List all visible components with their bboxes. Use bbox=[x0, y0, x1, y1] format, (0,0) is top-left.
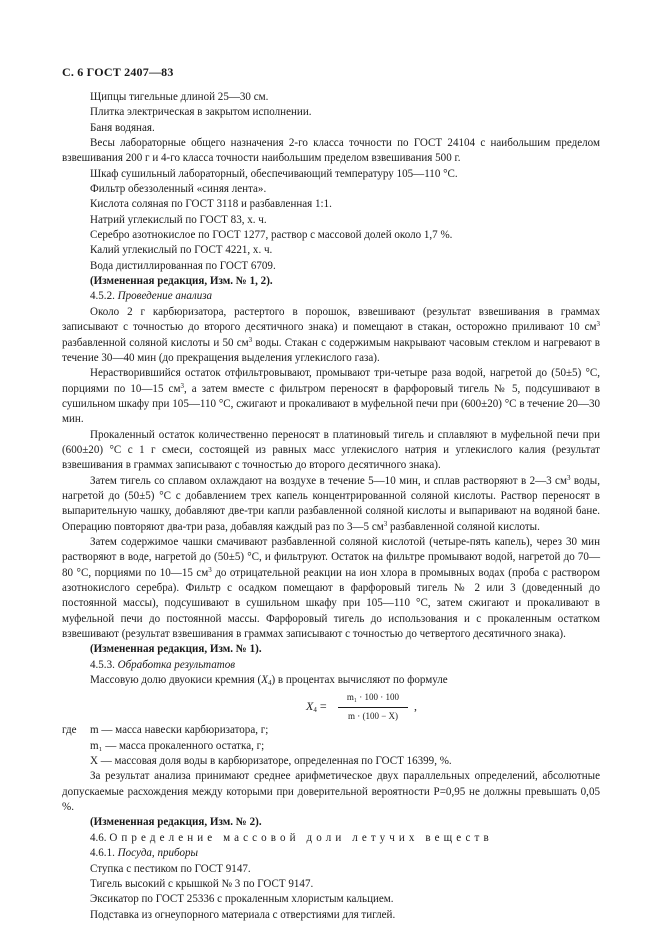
section-title: Определение массовой доли летучих веществ bbox=[109, 831, 493, 844]
superscript: 3 bbox=[383, 519, 388, 528]
superscript: 3 bbox=[596, 320, 600, 329]
equipment-filter: Фильтр обеззоленный «синяя лента». bbox=[90, 183, 267, 196]
formula-numerator: m₁ · 100 · 100 bbox=[338, 690, 408, 707]
definition-m1: m₁ — масса прокаленного остатка, г; bbox=[90, 739, 265, 752]
equipment-scales: Весы лабораторные общего назначения 2-го класса точности по ГОСТ 24104 с наибольшим пределом взвешивания 200 г и 4-го класса точности наибольшим пределом взвешивания 500 г. bbox=[62, 137, 600, 165]
variable: X bbox=[261, 674, 268, 687]
section-number: 4.5.3. bbox=[90, 658, 115, 671]
edition-note-3: (Измененная редакция, Изм. № 2). bbox=[90, 816, 262, 829]
formula-fraction bbox=[338, 690, 408, 724]
paragraph-452-2 bbox=[62, 366, 600, 427]
text-run: Массовую долю двуокиси кремния ( bbox=[90, 674, 262, 687]
subscript: 4 bbox=[267, 679, 272, 688]
section-number: 4.6.1. bbox=[90, 847, 115, 860]
reagent-potassium-carbonate: Калий углекислый по ГОСТ 4221, х. ч. bbox=[90, 244, 273, 257]
text-run: воды, нагретой до (50±5) °С с добавлением трех капель концентрированной соляной кислоты. Раствор переносят в выпарительную чашку, добавляют две-три капли разбавленной соляной кислоты и выпаривают на водяной бане. Операцию повторяют два-три раза, добавляя каждый раз по 3—5 см bbox=[62, 474, 600, 533]
formula-subscript: 4 bbox=[313, 706, 317, 715]
text-run: воды. Стакан с содержимым накрывают часовым стеклом и нагревают в течение 30—40 мин (до прекращения выделения углекислого газа). bbox=[62, 336, 600, 364]
section-title: Обработка результатов bbox=[117, 658, 236, 671]
formula-lhs bbox=[306, 699, 327, 714]
text-run: разбавленной соляной кислоты и 50 см bbox=[62, 336, 249, 349]
edition-note-2: (Измененная редакция, Изм. № 1). bbox=[90, 643, 262, 656]
section-461-heading bbox=[62, 846, 600, 861]
formula-denominator: m · (100 − X) bbox=[347, 710, 399, 721]
formula-intro bbox=[62, 673, 600, 688]
section-453-heading bbox=[62, 658, 600, 673]
text-run: ) в процентах вычисляют по формуле bbox=[271, 674, 448, 687]
apparatus-desiccator: Эксикатор по ГОСТ 25336 с прокаленным хлористым кальцием. bbox=[90, 893, 394, 906]
edition-note-1: (Измененная редакция, Изм. № 1, 2). bbox=[90, 275, 273, 288]
equipment-stove: Плитка электрическая в закрытом исполнении. bbox=[90, 106, 312, 119]
apparatus-stand: Подставка из огнеупорного материала с отверстиями для тиглей. bbox=[90, 908, 396, 921]
section-452-heading bbox=[62, 289, 600, 304]
reagent-distilled-water: Вода дистиллированная по ГОСТ 6709. bbox=[90, 259, 276, 272]
text-run: до отрицательной реакции на ион хлора в промывных водах (проба с раствором азотнокислого серебра). Фильтр с осадком помещают в фарфоровый тигель № 2 или 3 (доведенный до постоянной массы), подсушивают в сушильном шкафу при 105—110 °С, затем сжигают и прокаливают в муфельной печи до постоянной массы. Фарфоровый тигель до использования и с прокаленным остатком взвешивают (результат взвешивания в граммах записывают с точностью до четвертого десятичного знака). bbox=[62, 566, 600, 641]
section-number: 4.5.2. bbox=[90, 290, 115, 303]
equipment-bath: Баня водяная. bbox=[90, 121, 155, 134]
apparatus-crucible: Тигель высокий с крышкой № 3 по ГОСТ 9147. bbox=[90, 877, 314, 890]
paragraph-452-3: Прокаленный остаток количественно переносят в платиновый тигель и сплавляют в муфельной печи при (600±20) °С с 1 г смеси, состоящей из равных масс углекислого натрия и углекислого калия (результат взвешивания в граммах записывают с точностью до второго десятичного знака). bbox=[62, 428, 600, 472]
section-number: 4.6. bbox=[90, 831, 107, 844]
superscript: 3 bbox=[180, 381, 184, 390]
definition-m bbox=[62, 723, 600, 738]
text-run: Нерастворившийся остаток отфильтровывают, промывают три-четыре раза водой, нагретой до (50±5) °С, порциями по 10—15 см bbox=[62, 367, 600, 395]
superscript: 3 bbox=[566, 473, 571, 482]
where-label: где bbox=[62, 724, 77, 737]
paragraph-452-5 bbox=[62, 535, 600, 642]
text-run: Затем содержимое чашки смачивают разбавленной соляной кислотой (четыре-пять капель), через 30 мин растворяют в воде, нагретой до (50±5) °С, и фильтруют. Остаток на фильтре промывают водой, нагретой до 70—80 °С, порциями по 10—15 см bbox=[62, 535, 600, 579]
formula bbox=[62, 689, 600, 721]
document-body bbox=[62, 90, 600, 923]
text-run: разбавленной соляной кислоты. bbox=[387, 520, 540, 533]
section-title: Проведение анализа bbox=[117, 290, 213, 303]
reagent-silver-nitrate: Серебро азотнокислое по ГОСТ 1277, раствор с массовой долей около 1,7 %. bbox=[90, 229, 453, 242]
reagent-hydrochloric-acid: Кислота соляная по ГОСТ 3118 и разбавленная 1:1. bbox=[90, 198, 332, 211]
formula-comma: , bbox=[414, 699, 417, 714]
definition-text: m — масса навески карбюризатора, г; bbox=[90, 724, 269, 737]
formula-variable: X bbox=[306, 699, 314, 714]
text-run: , а затем вместе с фильтром переносят в фарфоровый тигель № 5, подсушивают в сушильном шкафу при 105—110 °С, сжигают и прокаливают в муфельной печи при (600±20) °С в течение 20—30 мин. bbox=[62, 382, 600, 426]
paragraph-452-1 bbox=[62, 305, 600, 366]
result-paragraph: За результат анализа принимают среднее арифметическое двух параллельных определений, абсолютные допускаемые расхождения между которыми при доверительной вероятности P=0,95 не должны превышать 0,05 %. bbox=[62, 770, 600, 814]
reagent-sodium-carbonate: Натрий углекислый по ГОСТ 83, х. ч. bbox=[90, 213, 267, 226]
page-header: С. 6 ГОСТ 2407—83 bbox=[62, 65, 174, 79]
section-title: Посуда, приборы bbox=[117, 847, 198, 860]
paragraph-452-4 bbox=[62, 474, 600, 535]
formula-equals: = bbox=[316, 699, 327, 714]
text-run: Затем тигель со сплавом охлаждают на воздухе в течение 5—10 мин, и сплав растворяют в 2—3 см bbox=[90, 474, 567, 487]
equipment-cabinet: Шкаф сушильный лабораторный, обеспечивающий температуру 105—110 °С. bbox=[90, 167, 458, 180]
equipment-tongs: Щипцы тигельные длиной 25—30 см. bbox=[90, 91, 269, 103]
definition-x: X — массовая доля воды в карбюризаторе, определенная по ГОСТ 16399, %. bbox=[90, 755, 452, 768]
apparatus-mortar: Ступка с пестиком по ГОСТ 9147. bbox=[90, 862, 251, 875]
text-run: Около 2 г карбюризатора, растертого в порошок, взвешивают (результат взвешивания в граммах записывают с точностью до второго десятичного знака) и помещают в стакан, осторожно приливают 10 см bbox=[62, 305, 600, 334]
superscript: 3 bbox=[248, 335, 253, 344]
section-46-heading bbox=[62, 831, 600, 846]
superscript: 3 bbox=[208, 565, 212, 574]
